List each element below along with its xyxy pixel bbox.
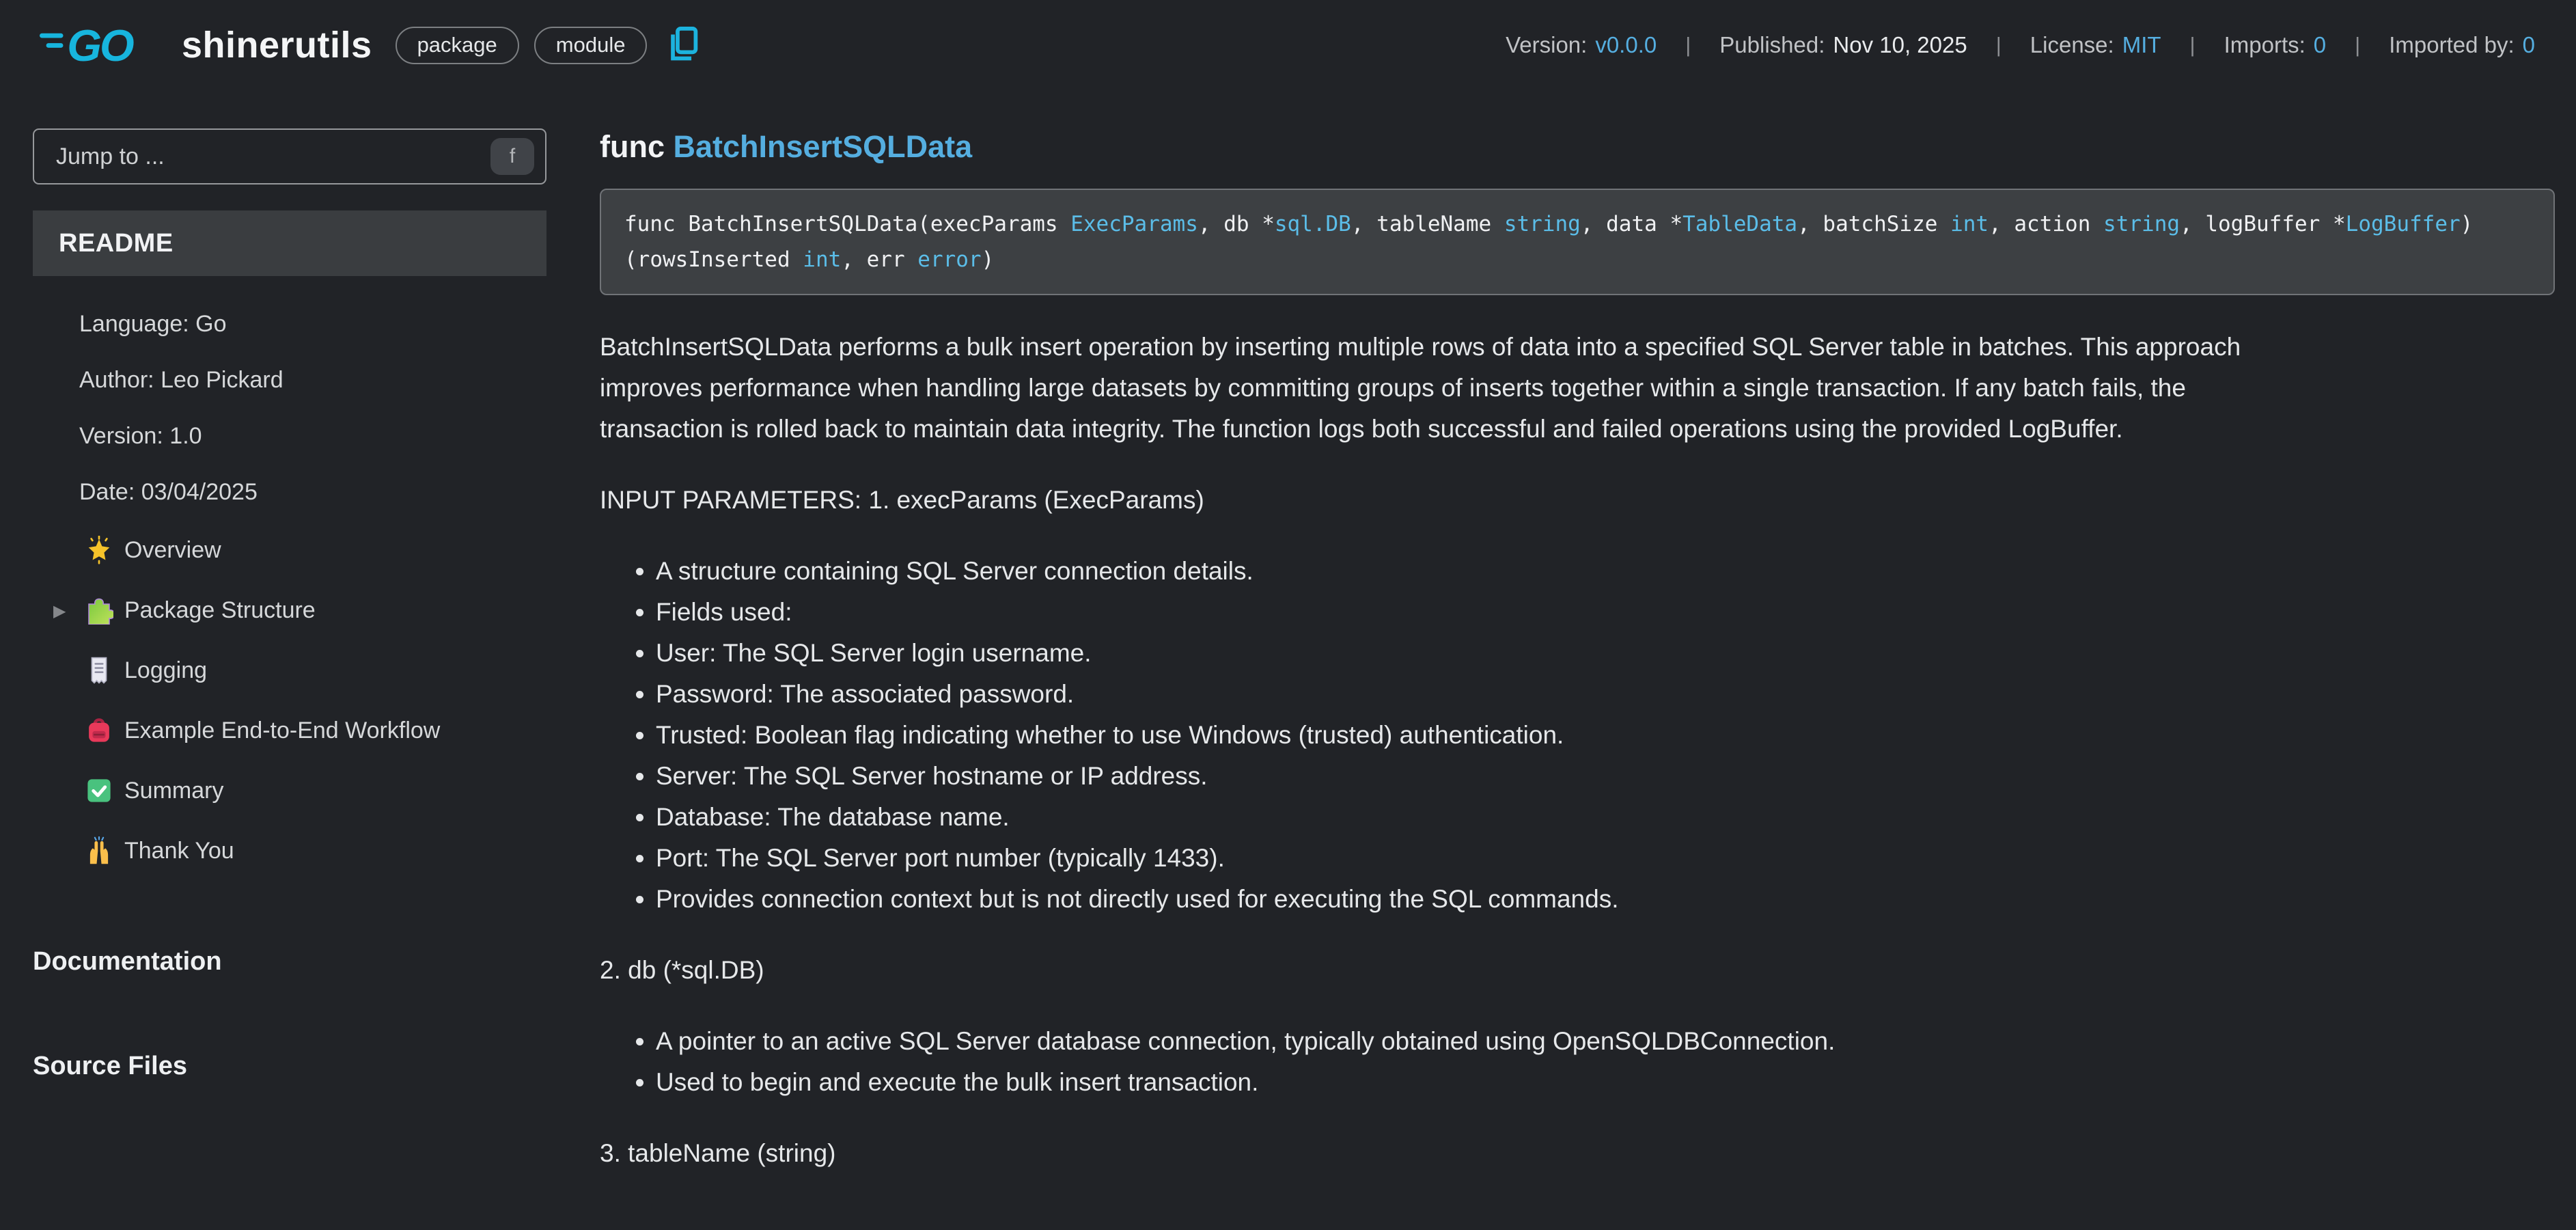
code-type-link[interactable]: int	[803, 247, 842, 272]
sidebar-item-label: Summary	[124, 778, 224, 804]
doc-paragraph: 2. db (*sql.DB)	[600, 956, 764, 984]
code-text: , db *	[1197, 212, 1275, 236]
doc-paragraph: BatchInsertSQLData performs a bulk insert operation by inserting multiple rows of data into a specified SQL Server table in batches. This approach improves performance when handling large datasets by committing groups of inserts together within a single transaction. If any batch fails, the transaction is rolled back to maintain data integrity. The function logs both successful and failed operations using the provided LogBuffer.	[600, 333, 2241, 443]
doc-list-item: • User: The SQL Server login username.	[656, 633, 2280, 674]
sidebar-item-label: Logging	[124, 657, 208, 683]
glowing-star-icon	[85, 536, 113, 564]
sidebar-item-thank-you[interactable]	[33, 836, 546, 865]
code-text: , data *	[1580, 212, 1683, 236]
doc-list-item: • Trusted: Boolean flag indicating whether to use Windows (trusted) authentication.	[656, 715, 2280, 756]
doc-list-item: • Fields used:	[656, 592, 2280, 633]
sidebar-item-label: Date: 03/04/2025	[79, 479, 258, 505]
sidebar-item-label: Version: 1.0	[79, 423, 202, 449]
meta-value[interactable]: 0	[2522, 32, 2535, 57]
meta-value[interactable]: 0	[2313, 32, 2327, 57]
doc-list	[600, 1021, 2280, 1103]
sidebar-section-source-files[interactable]: Source Files	[33, 1052, 187, 1080]
header-meta	[1506, 32, 2535, 58]
meta-label: Version:	[1506, 32, 1588, 57]
badge-module[interactable]: module	[534, 27, 648, 64]
doc-list-item: • Password: The associated password.	[656, 674, 2280, 715]
sidebar-item-author-leo-pickard[interactable]	[33, 368, 546, 392]
meta-label: Published:	[1719, 32, 1825, 57]
backpack-icon	[85, 716, 113, 745]
signature-line	[624, 242, 2530, 277]
sidebar-item-label: Package Structure	[124, 597, 316, 623]
code-type-link[interactable]: string	[2103, 212, 2180, 236]
readme-nav	[33, 312, 546, 865]
svg-text:GO: GO	[67, 22, 133, 68]
sidebar-item-label: Example End-to-End Workflow	[124, 718, 441, 743]
readme-section-header[interactable]: README	[33, 210, 546, 276]
go-logo[interactable]	[40, 22, 164, 68]
package-title: shinerutils	[182, 25, 372, 66]
meta-label: Imported by:	[2389, 32, 2515, 57]
doc-paragraph: 3. tableName (string)	[600, 1139, 836, 1167]
func-heading	[600, 128, 2555, 165]
signature-line	[624, 206, 2530, 242]
code-text: func BatchInsertSQLData(execParams	[624, 212, 1071, 236]
code-text: , action	[1989, 212, 2104, 236]
meta-separator: |	[2355, 33, 2361, 57]
meta-value[interactable]: MIT	[2122, 32, 2161, 57]
receipt-icon	[85, 656, 113, 685]
sidebar-item-package-structure[interactable]	[33, 596, 546, 625]
code-type-link[interactable]: string	[1504, 212, 1581, 236]
sidebar-item-example-end-to-end-workflow[interactable]	[33, 716, 546, 745]
sidebar	[33, 90, 546, 1081]
raising-hands-icon	[85, 836, 113, 865]
doc-list-item: • A pointer to an active SQL Server database connection, typically obtained using OpenSQLDBConnection.	[656, 1021, 2280, 1062]
sidebar-item-label: Author: Leo Pickard	[79, 367, 283, 393]
sidebar-item-overview[interactable]	[33, 536, 546, 564]
copy-path-icon[interactable]	[667, 26, 699, 64]
meta-separator: |	[2189, 33, 2196, 57]
jump-to-input[interactable]	[33, 128, 546, 184]
site-header	[0, 0, 2576, 90]
code-text: (rowsInserted	[624, 247, 803, 272]
doc-list-item: • A structure containing SQL Server connection details.	[656, 551, 2280, 592]
code-text: )	[2460, 212, 2474, 236]
code-text: , err	[841, 247, 918, 272]
code-text: )	[981, 247, 995, 272]
meta-value: Nov 10, 2025	[1833, 32, 1967, 57]
documentation-text	[600, 327, 2280, 1174]
shortcut-key-badge: f	[490, 138, 534, 175]
func-keyword: func	[600, 129, 665, 164]
code-text: , logBuffer *	[2180, 212, 2346, 236]
sidebar-item-summary[interactable]	[33, 776, 546, 805]
sidebar-sections	[33, 947, 546, 1081]
sidebar-item-label: Overview	[124, 537, 221, 563]
expand-chevron-icon[interactable]: ▶	[53, 601, 66, 620]
code-text: , batchSize	[1797, 212, 1951, 236]
sidebar-item-label: Language: Go	[79, 311, 227, 337]
meta-label: License:	[2030, 32, 2114, 57]
main-content	[546, 90, 2576, 1204]
meta-item	[2224, 32, 2327, 58]
doc-list-item: • Provides connection context but is not directly used for executing the SQL commands.	[656, 879, 2280, 920]
puzzle-piece-icon	[85, 596, 113, 625]
code-type-link[interactable]: ExecParams	[1070, 212, 1198, 236]
doc-list-item: • Server: The SQL Server hostname or IP address.	[656, 756, 2280, 797]
meta-label: Imports:	[2224, 32, 2305, 57]
func-name-link[interactable]: BatchInsertSQLData	[673, 129, 973, 164]
doc-paragraph: INPUT PARAMETERS: 1. execParams (ExecParams)	[600, 486, 1204, 514]
doc-list-item: • Database: The database name.	[656, 797, 2280, 838]
check-mark-icon	[85, 776, 113, 805]
meta-separator: |	[1685, 33, 1691, 57]
meta-item	[2030, 32, 2161, 58]
sidebar-item-label: Thank You	[124, 838, 234, 864]
code-text: , tableName	[1351, 212, 1504, 236]
jump-to-wrap	[33, 128, 546, 184]
code-type-link[interactable]: error	[917, 247, 982, 272]
meta-item	[2389, 32, 2535, 58]
meta-value[interactable]: v0.0.0	[1595, 32, 1657, 57]
code-type-link[interactable]: LogBuffer	[2345, 212, 2461, 236]
sidebar-section-documentation[interactable]: Documentation	[33, 947, 222, 976]
function-signature	[600, 189, 2555, 295]
badge-package[interactable]: package	[396, 27, 519, 64]
sidebar-item-language-go[interactable]	[33, 312, 546, 336]
code-type-link[interactable]: int	[1950, 212, 1989, 236]
sidebar-item-date-03-04-2025[interactable]	[33, 480, 546, 504]
meta-item	[1506, 32, 1657, 58]
doc-list	[600, 551, 2280, 920]
code-type-link[interactable]: sql.DB	[1274, 212, 1351, 236]
doc-list-item: • Port: The SQL Server port number (typically 1433).	[656, 838, 2280, 879]
meta-item	[1719, 32, 1967, 58]
doc-list-item: • Used to begin and execute the bulk insert transaction.	[656, 1062, 2280, 1103]
sidebar-item-logging[interactable]	[33, 656, 546, 685]
page-body	[0, 90, 2576, 1204]
sidebar-item-version-1-0[interactable]	[33, 424, 546, 448]
code-type-link[interactable]: TableData	[1682, 212, 1798, 236]
meta-separator: |	[1995, 33, 2002, 57]
badge-group	[372, 27, 648, 64]
